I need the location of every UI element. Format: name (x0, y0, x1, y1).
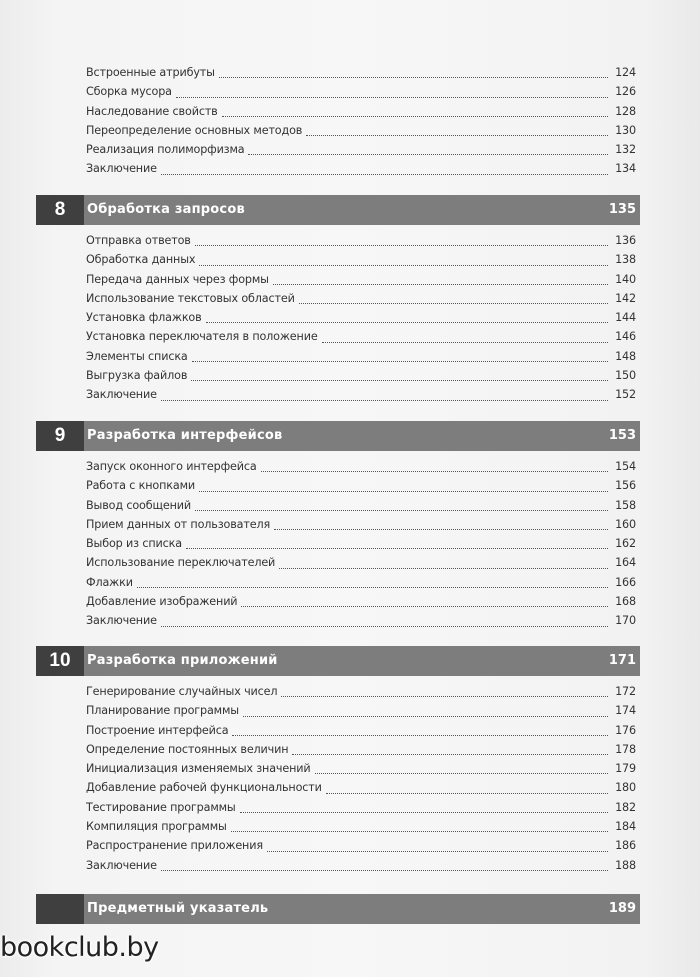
toc-entry-title: Вывод сообщений (86, 498, 192, 512)
toc-entry-title: Генерирование случайных чисел (86, 685, 278, 698)
toc-entry[interactable] (86, 781, 636, 800)
toc-entry-title: Инициализация изменяемых значений (86, 762, 311, 776)
toc-entry-page: 179 (615, 762, 636, 776)
chapter-page: 153 (608, 428, 636, 443)
toc-entry-title: Построение интерфейса (86, 723, 229, 737)
toc-entry-title: Заключение (86, 162, 157, 176)
index-header[interactable] (36, 894, 640, 924)
leader-dots (241, 606, 608, 607)
toc-entry-page: 182 (615, 800, 636, 814)
chapter-page: 135 (608, 202, 636, 217)
leader-dots (279, 568, 608, 569)
chapter-title: Разработка приложений (87, 653, 278, 668)
leader-dots (137, 587, 608, 588)
leader-dots (306, 135, 608, 136)
leader-dots (231, 831, 608, 832)
toc-entry[interactable] (86, 479, 636, 498)
toc-entry-page: 148 (615, 349, 636, 363)
toc-entry-title: Планирование программы (86, 704, 239, 718)
toc-entry[interactable] (86, 595, 636, 614)
toc-group-chapter-8 (86, 234, 636, 408)
leader-dots (195, 510, 608, 511)
toc-entry-page: 160 (615, 517, 636, 531)
toc-entry-title: Флажки (86, 575, 133, 589)
toc-group-intro (86, 66, 636, 182)
toc-entry[interactable] (86, 859, 636, 878)
watermark: bookclub.by (0, 932, 159, 963)
toc-entry[interactable] (86, 518, 636, 537)
toc-entry[interactable] (86, 839, 636, 858)
chapter-number: 10 (36, 646, 84, 676)
leader-dots (240, 812, 608, 813)
leader-dots (161, 400, 608, 401)
toc-entry[interactable] (86, 273, 636, 292)
leader-dots (243, 716, 608, 717)
leader-dots (176, 97, 608, 98)
toc-entry-page: 162 (615, 537, 636, 551)
toc-entry-title: Заключение (86, 858, 157, 872)
toc-entry[interactable] (86, 743, 636, 762)
toc-entry-page: 138 (615, 253, 636, 267)
toc-entry[interactable] (86, 162, 636, 181)
toc-entry-page: 178 (615, 742, 636, 756)
leader-dots (161, 870, 608, 871)
toc-entry-title: Выбор из списка (86, 537, 182, 551)
toc-entry-page: 176 (615, 723, 636, 737)
leader-dots (281, 696, 608, 697)
toc-entry-title: Установка переключателя в положение (86, 330, 318, 344)
toc-entry[interactable] (86, 801, 636, 820)
leader-dots (267, 851, 608, 852)
toc-entry-page: 156 (615, 479, 636, 493)
toc-entry-title: Заключение (86, 388, 157, 402)
toc-entry-page: 184 (615, 820, 636, 834)
toc-entry[interactable] (86, 614, 636, 633)
toc-entry-title: Тестирование программы (86, 800, 236, 814)
leader-dots (248, 154, 608, 155)
leader-dots (326, 793, 608, 794)
toc-entry-title: Сборка мусора (86, 85, 172, 99)
toc-entry[interactable] (86, 253, 636, 272)
toc-entry-page: 126 (615, 85, 636, 99)
toc-entry[interactable] (86, 234, 636, 253)
toc-entry-title: Распространение приложения (86, 839, 263, 853)
toc-entry-page: 154 (615, 460, 636, 473)
toc-entry[interactable] (86, 499, 636, 518)
toc-entry-page: 180 (615, 781, 636, 795)
chapter-title: Обработка запросов (87, 202, 245, 217)
toc-entry-page: 130 (615, 123, 636, 137)
toc-entry-title: Запуск оконного интерфейса (86, 460, 257, 473)
leader-dots (219, 77, 608, 78)
toc-entry-title: Использование переключателей (86, 556, 276, 570)
leader-dots (161, 174, 608, 175)
toc-entry[interactable] (86, 576, 636, 595)
toc-entry-title: Установка флажков (86, 311, 202, 325)
toc-entry[interactable] (86, 762, 636, 781)
toc-entry[interactable] (86, 292, 636, 311)
toc-entry-page: 188 (615, 858, 636, 872)
toc-entry-title: Работа с кнопками (86, 479, 195, 493)
toc-entry[interactable] (86, 820, 636, 839)
toc-entry-page: 142 (615, 291, 636, 305)
toc-entry-title: Выгрузка файлов (86, 369, 188, 383)
toc-group-chapter-10 (86, 685, 636, 878)
toc-entry-page: 172 (615, 685, 636, 698)
toc-entry[interactable] (86, 311, 636, 330)
toc-entry-page: 186 (615, 839, 636, 853)
leader-dots (161, 626, 608, 627)
chapter-number: 9 (36, 421, 84, 451)
toc-entry-title: Наследование свойств (86, 104, 218, 118)
leader-dots (322, 342, 608, 343)
leader-dots (206, 322, 608, 323)
toc-entry-page: 144 (615, 311, 636, 325)
chapter-header[interactable] (36, 646, 640, 676)
leader-dots (292, 754, 608, 755)
toc-entry-title: Определение постоянных величин (86, 742, 289, 756)
toc-entry-title: Прием данных от пользователя (86, 517, 271, 531)
toc-entry-page: 164 (615, 556, 636, 570)
toc-entry-page: 136 (615, 234, 636, 247)
index-marker (36, 894, 84, 924)
leader-dots (232, 735, 608, 736)
toc-entry-title: Переопределение основных методов (86, 123, 303, 137)
toc-entry-page: 128 (615, 104, 636, 118)
toc-entry[interactable] (86, 105, 636, 124)
toc-entry-title: Встроенные атрибуты (86, 66, 215, 79)
toc-entry-page: 146 (615, 330, 636, 344)
toc-group-chapter-9 (86, 460, 636, 634)
toc-entry[interactable] (86, 556, 636, 575)
toc-entry-title: Использование текстовых областей (86, 291, 295, 305)
toc-entry-title: Компиляция программы (86, 820, 227, 834)
leader-dots (261, 471, 608, 472)
index-page: 189 (608, 901, 636, 916)
leader-dots (299, 303, 608, 304)
toc-entry-title: Добавление изображений (86, 595, 238, 609)
toc-entry[interactable] (86, 369, 636, 388)
toc-entry-title: Заключение (86, 614, 157, 628)
toc-entry[interactable] (86, 143, 636, 162)
toc-entry[interactable] (86, 350, 636, 369)
toc-entry[interactable] (86, 330, 636, 349)
toc-entry-page: 150 (615, 369, 636, 383)
chapter-number: 8 (36, 195, 84, 225)
leader-dots (315, 773, 608, 774)
toc-entry[interactable] (86, 704, 636, 723)
toc-entry-page: 168 (615, 595, 636, 609)
toc-entry-title: Реализация полиморфизма (86, 143, 245, 157)
toc-entry-page: 124 (615, 66, 636, 79)
leader-dots (273, 284, 608, 285)
toc-entry[interactable] (86, 388, 636, 407)
chapter-header[interactable] (36, 421, 640, 451)
toc-entry[interactable] (86, 537, 636, 556)
toc-entry-page: 134 (615, 162, 636, 176)
toc-entry-title: Элементы списка (86, 349, 188, 363)
toc-entry-page: 158 (615, 498, 636, 512)
leader-dots (192, 361, 608, 362)
index-title: Предметный указатель (87, 901, 269, 916)
leader-dots (274, 529, 608, 530)
toc-entry[interactable] (86, 685, 636, 704)
toc-entry-title: Обработка данных (86, 253, 196, 267)
toc-entry-page: 166 (615, 575, 636, 589)
leader-dots (191, 380, 608, 381)
toc-entry-page: 174 (615, 704, 636, 718)
toc-entry[interactable] (86, 460, 636, 479)
toc-entry[interactable] (86, 66, 636, 85)
toc-entry-page: 170 (615, 614, 636, 628)
toc-entry-page: 152 (615, 388, 636, 402)
toc-entry-page: 132 (615, 143, 636, 157)
toc-entry-title: Передача данных через формы (86, 272, 269, 286)
toc-entry[interactable] (86, 85, 636, 104)
chapter-page: 171 (608, 653, 636, 668)
chapter-title: Разработка интерфейсов (87, 428, 283, 443)
leader-dots (199, 265, 608, 266)
toc-entry[interactable] (86, 124, 636, 143)
toc-entry-title: Отправка ответов (86, 234, 191, 247)
toc-entry-page: 140 (615, 272, 636, 286)
toc-entry[interactable] (86, 724, 636, 743)
leader-dots (199, 491, 608, 492)
chapter-header[interactable] (36, 195, 640, 225)
toc-entry-title: Добавление рабочей функциональности (86, 781, 322, 795)
leader-dots (195, 245, 608, 246)
leader-dots (186, 548, 608, 549)
leader-dots (222, 116, 608, 117)
